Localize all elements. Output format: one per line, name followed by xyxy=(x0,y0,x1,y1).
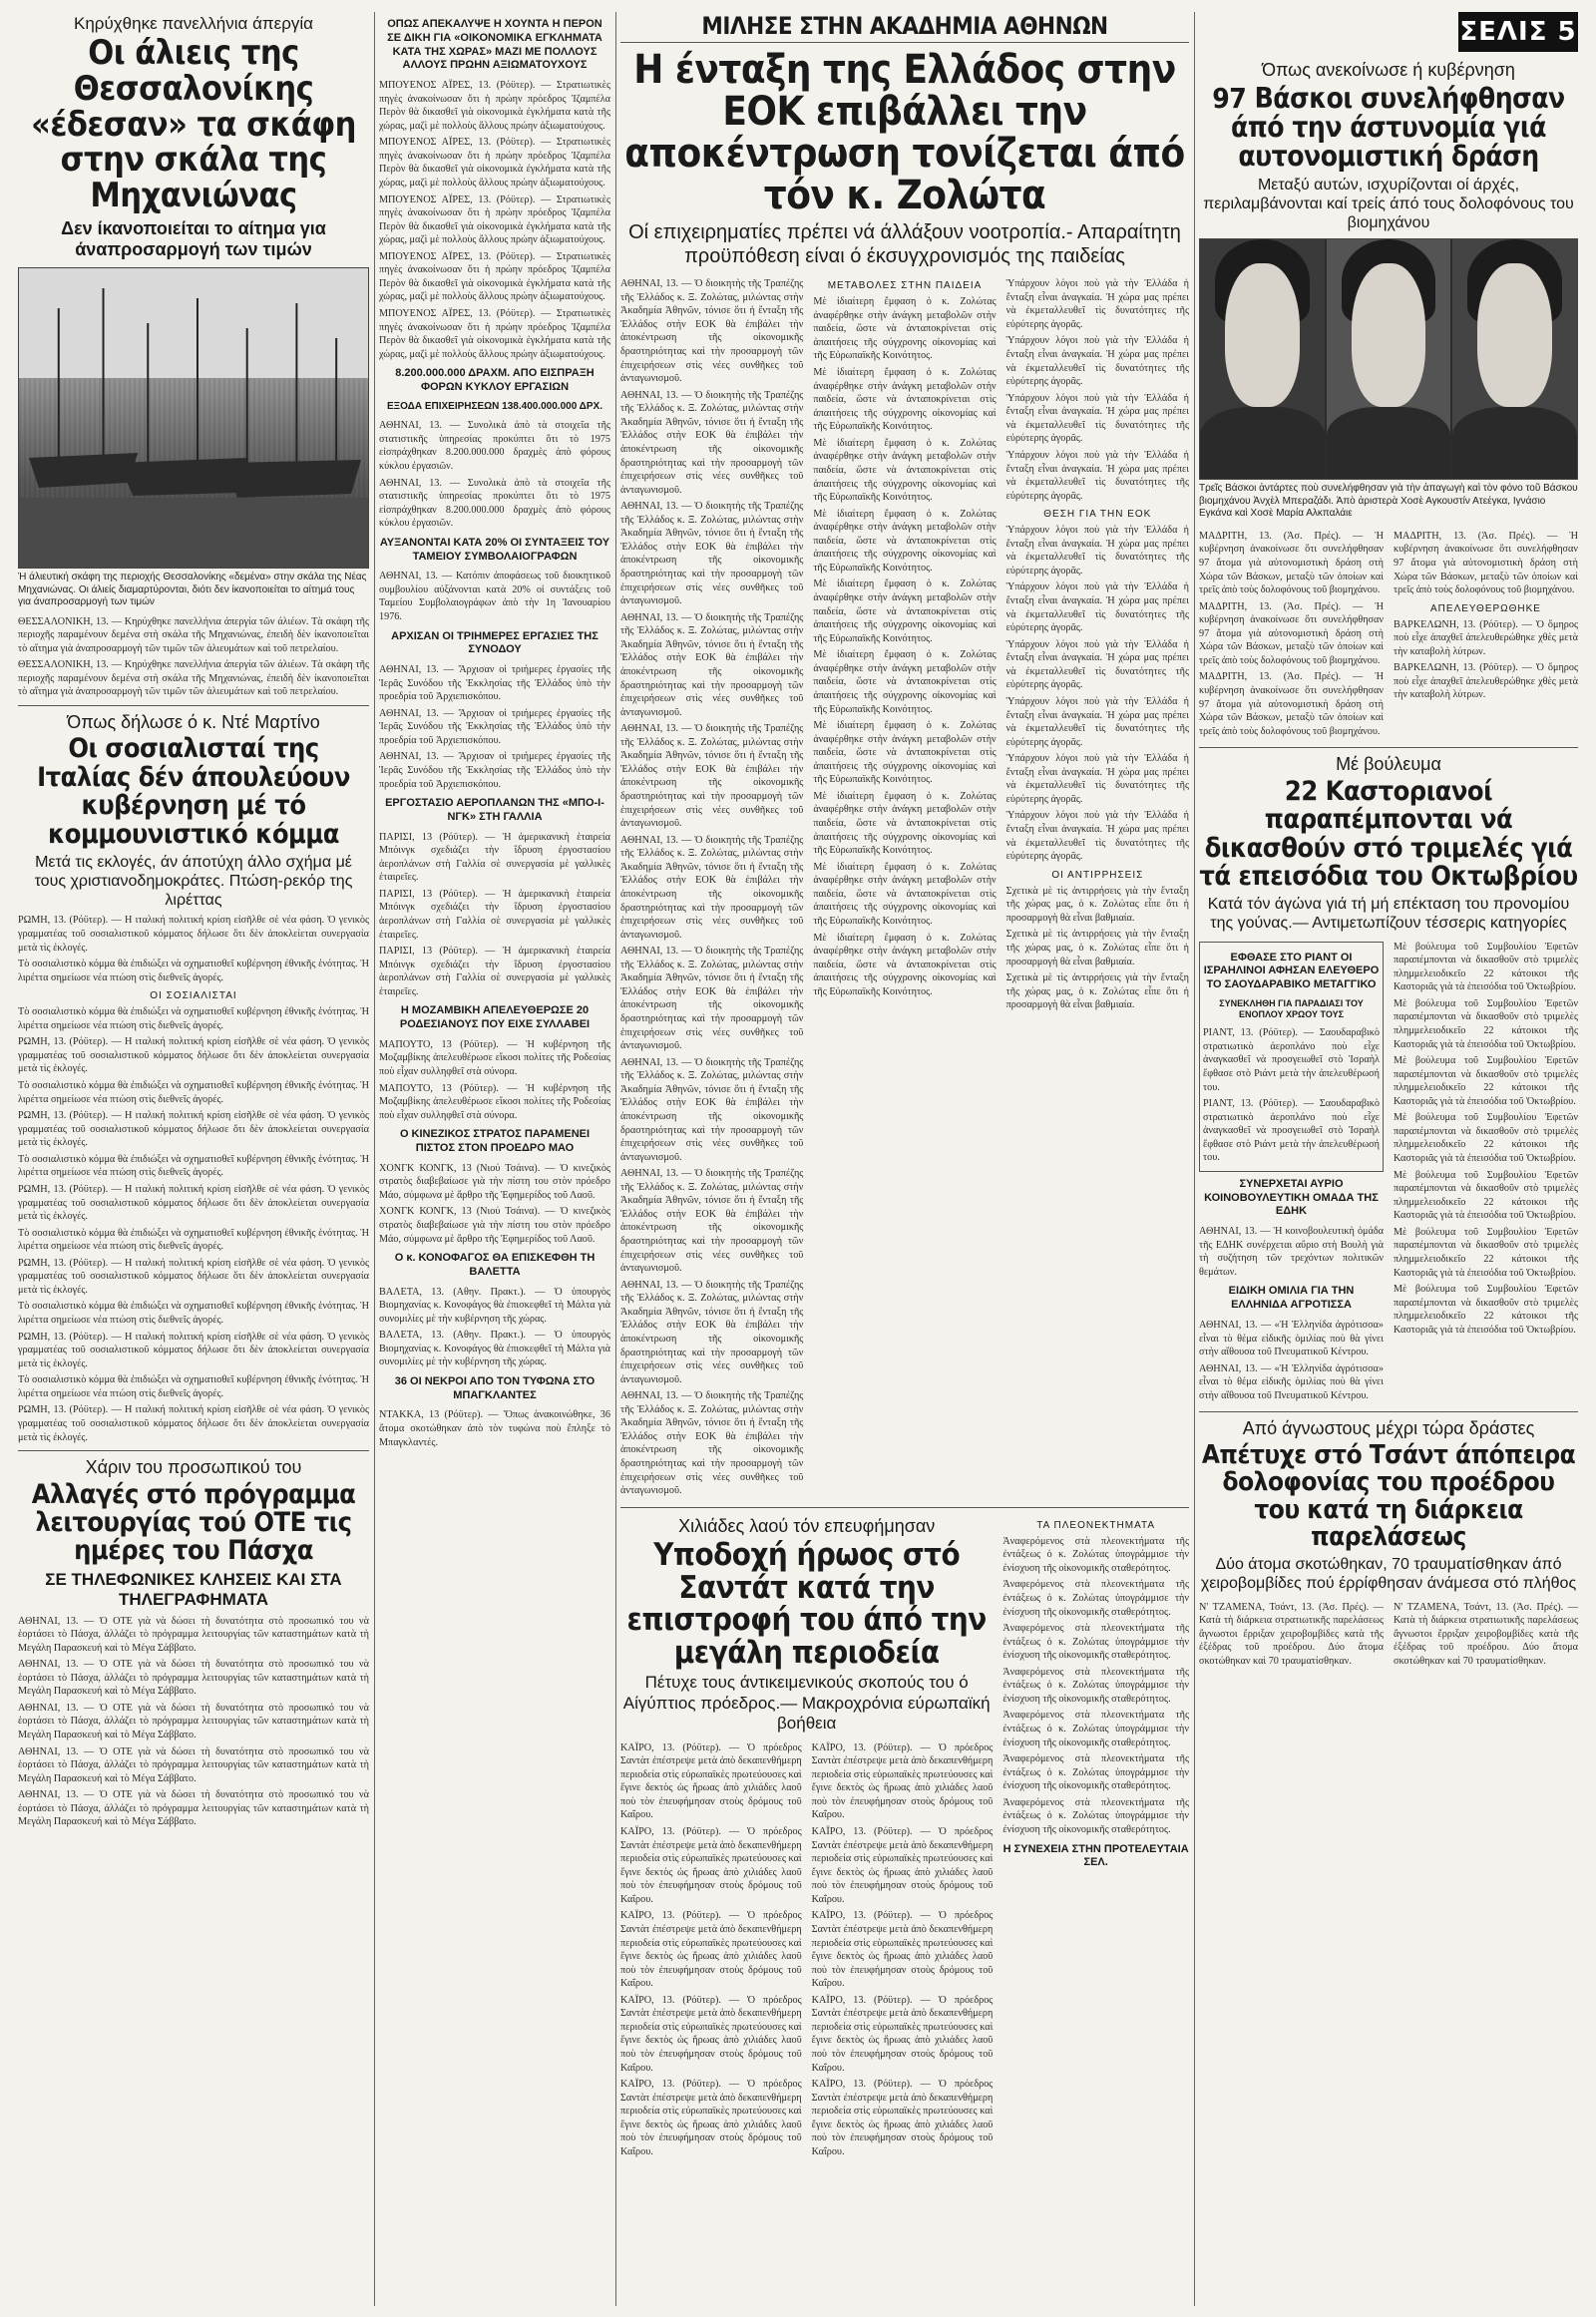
brief-body: ΑΘΗΝΑΙ, 13. — Συνολικὰ ἀπὸ τὰ στοιχεῖα τῆς στατιστικῆς ὑπηρεσίας προκύπτει ὅτι τὸ 1975 εἰσπράχθηκαν 8.200.000.000 δραχμὲς ἀπὸ φόρους κύκλου ἐργασιῶν. xyxy=(379,420,610,472)
text-column xyxy=(1199,1598,1384,1672)
article-body: ΒΑΡΚΕΛΩΝΗ, 13. (Ρόϋτερ). — Ὁ ὅμηρος ποὺ εἶχε ἀπαχθεῖ ἀπελευθερώθηκε χθὲς μετὰ τὴν καταβολὴ λύτρων. xyxy=(1394,618,1578,657)
article-body-filler: Μὲ ἰδιαίτερη ἔμφαση ὁ κ. Ζολώτας ἀναφέρθηκε στὴν ἀνάγκη μεταβολῶν στὴν παιδεία, ὥστε νὰ ἀνταποκρίνεται στὶς ἀπαιτήσεις τῆς σύγχρονης οἰκονομίας καὶ τῆς Εὐρωπαϊκῆς Κοινότητος. xyxy=(813,720,997,786)
column-3 xyxy=(620,12,1189,2306)
lower-section xyxy=(620,1514,1189,2162)
article-body-filler: Μὲ βούλευμα τοῦ Συμβουλίου Ἐφετῶν παραπέμπονται νὰ δικασθοῦν στὸ τριμελὲς πλημμελειοδικεῖο 22 κάτοικοι τῆς Καστοριᾶς γιὰ τὰ ἐπεισόδια τοῦ Ὀκτωβρίου. xyxy=(1394,1284,1578,1336)
article-columns xyxy=(620,274,1189,1501)
column-rule xyxy=(1194,12,1195,2306)
article-body-filler: Τὸ σοσιαλιστικὸ κόμμα θὰ ἐπιδιώξει νὰ σχηματισθεῖ κυβέρνηση ἐθνικῆς ἑνότητας. Ἡ λιρέττα σημείωσε νέα πτώση στὶς διεθνεῖς ἀγορές. xyxy=(18,1227,369,1253)
brief-body-filler: ΜΠΟΥΕΝΟΣ ΑΪΡΕΣ, 13. (Ρόϋτερ). — Στρατιωτικὲς πηγὲς ἀνακοίνωσαν ὅτι ἡ πρώην πρόεδρος Ἰζαμπέλα Περὸν θὰ δικασθεῖ γιὰ οἰκονομικὰ ἐγκλήματα κατὰ τῆς χώρας, μαζὶ μὲ πολλοὺς ἄλλους πρώην ἀξιωματούχους. xyxy=(379,250,610,303)
column-rule xyxy=(374,12,375,2306)
text-column xyxy=(1394,527,1578,741)
subhead: ΜΕΤΑΒΟΛΕΣ ΣΤΗΝ ΠΑΙΔΕΙΑ xyxy=(827,280,983,292)
brief-body: ΝΤΑΚΚΑ, 13 (Ρόϋτερ). — Ὅπως ἀνακοινώθηκε, 36 ἄτομα σκοτώθηκαν ἀπὸ τὸν τυφώνα ποὺ ἔπληξε τὸ Μπαγκλαντές. xyxy=(379,1409,610,1448)
article-body-filler: Μὲ ἰδιαίτερη ἔμφαση ὁ κ. Ζολώτας ἀναφέρθηκε στὴν ἀνάγκη μεταβολῶν στὴν παιδεία, ὥστε νὰ ἀνταποκρίνεται στὶς ἀπαιτήσεις τῆς σύγχρονης οἰκονομίας καὶ τῆς Εὐρωπαϊκῆς Κοινότητος. xyxy=(813,649,997,715)
article-body-filler: Σχετικὰ μὲ τὶς ἀντιρρήσεις γιὰ τὴν ἔνταξη τῆς χώρας μας, ὁ κ. Ζολώτας εἶπε ὅτι ἡ προσαρμογὴ θὰ εἶναι βαθμιαία. xyxy=(1005,972,1189,1011)
article-body: Ἀναφερόμενος στὰ πλεονεκτήματα τῆς ἐντάξεως ὁ κ. Ζολώτας ὑπογράμμισε τὴν ἐνίσχυση τῆς οἰκονομικῆς σταθερότητος. xyxy=(1002,1535,1189,1574)
brief-title: ΕΡΓΟΣΤΑΣΙΟ ΑΕΡΟΠΛΑΝΩΝ ΤΗΣ «ΜΠΟ-Ι-ΝΓΚ» ΣΤΗ ΓΑΛΛΙΑ xyxy=(385,797,604,823)
headline: 97 Βάσκοι συνελήφθησαν άπό την άστυνομία γιά αυτονομιστική δράση xyxy=(1212,81,1565,174)
article-body-filler: Ὑπάρχουν λόγοι ποὺ γιὰ τὴν Ἑλλάδα ἡ ἔνταξη εἶναι ἀναγκαία. Ἡ χώρα μας πρέπει νὰ ἐκμεταλλευθεῖ τὶς δυνατότητες τῆς εὐρύτερης ἀγορᾶς. xyxy=(1005,335,1189,388)
brief-synod xyxy=(379,630,610,792)
subhead: ΘΕΣΗ ΓΙΑ ΤΗΝ ΕΟΚ xyxy=(1043,509,1152,521)
kicker: Όπως δήλωσε ό κ. Ντέ Μαρτίνο xyxy=(67,711,320,732)
text-column xyxy=(1199,938,1384,1406)
text-column xyxy=(813,274,996,1501)
article-kastoria xyxy=(1199,754,1578,1405)
kicker: Χάριν του προσωπικού του xyxy=(85,1457,302,1478)
column-2 xyxy=(379,12,610,2306)
brief-boeing xyxy=(379,797,610,998)
deck: Δύο άτομα σκοτώθηκαν, 70 τραυματίσθηκαν άπό χειροβομβίδες πού έρρίφθησαν άνάμεσα στό πλήθος xyxy=(1200,1556,1577,1593)
column-4 xyxy=(1199,12,1578,2306)
brief-body-filler: ΒΑΛΕΤΑ, 13. (Αθην. Πρακτ.). — Ὁ ὑπουργὸς Βιομηχανίας κ. Κονοφάγος θὰ ἐπισκεφθεῖ τὴ Μάλτα γιὰ συνομιλίες μὲ τὴν κυβέρνηση τῆς χώρας. xyxy=(379,1330,610,1368)
brief-subtitle: ΕΞΟΔΑ ΕΠΙΧΕΙΡΗΣΕΩΝ 138.400.000.000 ΔΡΧ. xyxy=(387,400,602,412)
article-chad xyxy=(1199,1418,1578,1671)
article-body-filler: Τὸ σοσιαλιστικὸ κόμμα θὰ ἐπιδιώξει νὰ σχηματισθεῖ κυβέρνηση ἐθνικῆς ἑνότητας. Ἡ λιρέττα σημείωσε νέα πτώση στὶς διεθνεῖς ἀγορές. xyxy=(18,1301,369,1327)
photo-caption: Τρεῖς Βάσκοι ἀντάρτες ποὺ συνελήφθησαν γιὰ τὴν ἀπαγωγὴ καὶ τὸν φόνο τοῦ Βάσκου βιομηχάνου Ἀνχὲλ Μπεραζάδι. Ἀπὸ ἀριστερὰ Χοσὲ Αγκουστίν Ατεέγκα, Ιγνάσιο Εγκάνα καὶ Χοσὲ Μαρία Αλκπαλάιε xyxy=(1199,483,1578,520)
brief-body-filler: ΑΘΗΝΑΙ, 13. — Ἄρχισαν οἱ τριήμερες ἐργασίες τῆς Ἱερᾶς Συνόδου τῆς Ἐκκλησίας τῆς Ἑλλάδος ὑπὸ τὴν προεδρία τοῦ Ἀρχιεπισκόπου. xyxy=(379,751,610,790)
brief-body: ΠΑΡΙΣΙ, 13 (Ρόϋτερ). — Ἡ ἀμερικανικὴ ἑταιρεία Μπόινγκ σχεδιάζει τὴν ἵδρυση ἐργοστασίου ἀεροπλάνων στὴ Γαλλία σὲ συνεργασία μὲ γαλλικὲς ἑταιρεῖες. xyxy=(379,831,610,884)
article-body-filler: ΑΘΗΝΑΙ, 13. — Ὁ διοικητὴς τῆς Τραπέζης τῆς Ἑλλάδος κ. Ξ. Ζολώτας, μιλώντας στὴν Ἀκαδημία Ἀθηνῶν, τόνισε ὅτι ἡ ἔνταξη τῆς Ἑλλάδος στὴν ΕΟΚ θὰ ἐπιβάλει τὴν ἀποκέντρωση τῆς οἰκονομικῆς δραστηριότητας καὶ τὴν προσαρμογὴ τῶν ἐπιχειρήσεων στὶς νέες συνθῆκες τοῦ ἀνταγωνισμοῦ. xyxy=(620,501,804,607)
deck: Μετά τις εκλογές, άν άποτύχη άλλο σχήμα μέ τους χριστιανοδημοκράτες. Πτώση-ρεκόρ της λιρέττας xyxy=(34,853,353,910)
article-body-filler: ΚΑΪΡΟ, 13. (Ρόϋτερ). — Ὁ πρόεδρος Σαντὰτ ἐπέστρεψε μετὰ ἀπὸ δεκαπενθήμερη περιοδεία στὶς εὐρωπαϊκὲς πρωτεύουσες καὶ ἔγινε δεκτὸς ὡς ἥρωας ἀπὸ χιλιάδες λαοῦ ποὺ τὸν ἐπευφήμησαν στοὺς δρόμους τοῦ Καΐρου. xyxy=(811,1741,994,1821)
brief-body-filler: ΧΟΝΓΚ ΚΟΝΓΚ, 13 (Νιού Τσάινα). — Ὁ κινεζικὸς στρατὸς διαβεβαίωσε γιὰ τὴν πίστη του στὸν πρόεδρο Μάο, σύμφωνα μὲ ἄρθρο τῆς Ἐφημερίδος τοῦ Λαοῦ. xyxy=(379,1206,610,1245)
article-ote xyxy=(18,1457,369,1829)
suspect-portrait xyxy=(1327,239,1451,479)
article-zolotas xyxy=(620,14,1189,1501)
brief-body-filler: ΜΑΠΟΥΤΟ, 13 (Ρόϋτερ). — Ἡ κυβέρνηση τῆς Μοζαμβίκης ἀπελευθέρωσε εἴκοσι πολίτες τῆς Ροδεσίας ποὺ εἶχαν συλληφθεῖ στὰ σύνορα. xyxy=(379,1082,610,1121)
article-body-filler: Μὲ βούλευμα τοῦ Συμβουλίου Ἐφετῶν παραπέμπονται νὰ δικασθοῦν στὸ τριμελὲς πλημμελειοδικεῖο 22 κάτοικοι τῆς Καστοριᾶς γιὰ τὰ ἐπεισόδια τοῦ Ὀκτωβρίου. xyxy=(1394,1112,1578,1165)
article-body: ΑΘΗΝΑΙ, 13. — Ὁ διοικητὴς τῆς Τραπέζης τῆς Ἑλλάδος κ. Ξ. Ζολώτας, μιλώντας στὴν Ἀκαδημία Ἀθηνῶν, τόνισε ὅτι ἡ ἔνταξη τῆς Ἑλλάδος στὴν ΕΟΚ θὰ ἐπιβάλει τὴν ἀποκέντρωση τῆς οἰκονομικῆς δραστηριότητας καὶ τὴν προσαρμογὴ τῶν ἐπιχειρήσεων στὶς νέες συνθῆκες τοῦ ἀνταγωνισμοῦ. xyxy=(620,278,804,385)
article-body-filler: Μὲ ἰδιαίτερη ἔμφαση ὁ κ. Ζολώτας ἀναφέρθηκε στὴν ἀνάγκη μεταβολῶν στὴν παιδεία, ὥστε νὰ ἀνταποκρίνεται στὶς ἀπαιτήσεις τῆς σύγχρονης οἰκονομίας καὶ τῆς Εὐρωπαϊκῆς Κοινότητος. xyxy=(813,861,997,927)
article-body-filler: Ὑπάρχουν λόγοι ποὺ γιὰ τὴν Ἑλλάδα ἡ ἔνταξη εἶναι ἀναγκαία. Ἡ χώρα μας πρέπει νὰ ἐκμεταλλευθεῖ τὶς δυνατότητες τῆς εὐρύτερης ἀγορᾶς. xyxy=(1005,638,1189,691)
article-sadat xyxy=(620,1514,993,2162)
article-body-filler: Ὑπάρχουν λόγοι ποὺ γιὰ τὴν Ἑλλάδα ἡ ἔνταξη εἶναι ἀναγκαία. Ἡ χώρα μας πρέπει νὰ ἐκμεταλλευθεῖ τὶς δυνατότητες τῆς εὐρύτερης ἀγορᾶς. xyxy=(1005,449,1189,502)
article-body-filler: ΜΑΔΡΙΤΗ, 13. (Ἀσ. Πρές). — Ἡ κυβέρνηση ἀνακοίνωσε ὅτι συνελήφθησαν 97 ἄτομα γιὰ αὐτονομιστικὴ δράση στὴ Χώρα τῶν Βάσκων, μεταξὺ τῶν ὁποίων καὶ τρεῖς ἀπὸ τοὺς δολοφόνους τοῦ βιομηχάνου. xyxy=(1199,600,1384,666)
text-column xyxy=(620,1738,802,2162)
article-body: Σχετικὰ μὲ τὶς ἀντιρρήσεις γιὰ τὴν ἔνταξη τῆς χώρας μας, ὁ κ. Ζολώτας εἶπε ὅτι ἡ προσαρμογὴ θὰ εἶναι βαθμιαία. xyxy=(1005,885,1189,924)
column-rule xyxy=(615,12,616,2306)
article-body-filler: ΘΕΣΣΑΛΟΝΙΚΗ, 13. — Κηρύχθηκε πανελλήνια άπεργία τῶν άλιέων. Τὰ σκάφη τῆς περιοχῆς παραμένουν δεμένα στὴ σκάλα τῆς Μηχανιώνας, ἐπειδὴ δὲν ίκανοποιεῖται τὸ αἴτημα γιὰ ἀναπροσαρμογὴ τῶν τιμῶν τῶν ἀλιευμάτων καὶ τοῦ πετρελαίου. xyxy=(18,659,369,698)
brief-body-filler: ΑΘΗΝΑΙ, 13. — «Ἡ Ἑλληνίδα ἀγρότισσα» εἶναι τὸ θέμα εἰδικῆς ὁμιλίας ποὺ θὰ γίνει στὴν αἴθουσα τοῦ Πνευματικοῦ Κέντρου. xyxy=(1199,1362,1384,1401)
deck: Οί επιχειρηματίες πρέπει νά άλλάξουν νοοτροπία.- Απαραίτητη προϋπόθεση είναι ό έκσυγχρονισμός της παιδείας xyxy=(628,221,1181,268)
article-body-filler: Ὑπάρχουν λόγοι ποὺ γιὰ τὴν Ἑλλάδα ἡ ἔνταξη εἶναι ἀναγκαία. Ἡ χώρα μας πρέπει νὰ ἐκμεταλλευθεῖ τὶς δυνατότητες τῆς εὐρύτερης ἀγορᾶς. xyxy=(1005,753,1189,805)
brief-title: ΕΦΘΑΣΕ ΣΤΟ ΡΙΑΝΤ ΟΙ ΙΣΡΑΗΛΙΝΟΙ ΑΦΗΣΑΝ ΕΛΕΥΘΕΡΟ ΤΟ ΣΑΟΥΔΑΡΑΒΙΚΟ ΜΕΤΑΓΓΙΚΟ xyxy=(1203,951,1380,991)
article-fishermen xyxy=(18,14,369,699)
continuation-note: Η ΣΥΝΕΧΕΙΑ ΣΤΗΝ ΠΡΟΤΕΛΕΥΤΑΙΑ ΣΕΛ. xyxy=(1002,1842,1189,1869)
page-number-logo: ΣΕΛΙΣ 5 xyxy=(1458,12,1578,52)
article-body-filler: Μὲ ἰδιαίτερη ἔμφαση ὁ κ. Ζολώτας ἀναφέρθηκε στὴν ἀνάγκη μεταβολῶν στὴν παιδεία, ὥστε νὰ ἀνταποκρίνεται στὶς ἀπαιτήσεις τῆς σύγχρονης οἰκονομίας καὶ τῆς Εὐρωπαϊκῆς Κοινότητος. xyxy=(813,579,997,644)
article-body: Μὲ βούλευμα τοῦ Συμβουλίου Ἐφετῶν παραπέμπονται νὰ δικασθοῦν στὸ τριμελὲς πλημμελειοδικεῖο 22 κάτοικοι τῆς Καστοριᾶς γιὰ τὰ ἐπεισόδια τοῦ Ὀκτωβρίου. xyxy=(1394,941,1578,993)
brief-body: ΑΘΗΝΑΙ, 13. — Ἡ κοινοβουλευτικὴ ὁμάδα τῆς ΕΔΗΚ συνέρχεται αὔριο στὴ Βουλὴ γιὰ τὴ συζήτηση τῶν τρεχόντων πολιτικῶν θεμάτων. xyxy=(1199,1226,1384,1278)
article-body: Ν' ΤΖΑΜΕΝΑ, Τσάντ, 13. (Ἀσ. Πρές). — Κατὰ τὴ διάρκεια στρατιωτικῆς παρελάσεως ἄγνωστοι ἔρριξαν χειροβομβίδες κατὰ τῆς ἐξέδρας τοῦ προέδρου. Δύο ἄτομα σκοτώθηκαν καὶ 70 τραυματίσθηκαν. xyxy=(1199,1601,1384,1667)
article-body: Ὑπάρχουν λόγοι ποὺ γιὰ τὴν Ἑλλάδα ἡ ἔνταξη εἶναι ἀναγκαία. Ἡ χώρα μας πρέπει νὰ ἐκμεταλλευθεῖ τὶς δυνατότητες τῆς εὐρύτερης ἀγορᾶς. xyxy=(1005,278,1189,330)
brief-body: ΜΠΟΥΕΝΟΣ ΑΪΡΕΣ, 13. (Ρόϋτερ). — Στρατιωτικὲς πηγὲς ἀνακοίνωσαν ὅτι ἡ πρώην πρόεδρος Ἰζαμπέλα Περὸν θὰ δικασθεῖ γιὰ οἰκονομικὰ ἐγκλήματα κατὰ τῆς χώρας, μαζὶ μὲ πολλοὺς ἄλλους πρώην ἀξιωματούχους. xyxy=(379,80,610,132)
article-body-filler: ΑΘΗΝΑΙ, 13. — Ὁ ΟΤΕ γιὰ νὰ δώσει τὴ δυνατότητα στὸ προσωπικό του νὰ ἑορτάσει τὸ Πάσχα, ἀλλάζει τὸ πρόγραμμα λειτουργίας τῶν καταστημάτων κατὰ τὴ Μεγάλη Παρασκευή καὶ τὸ Μέγα Σάββατο. xyxy=(18,1702,369,1741)
article-body-filler: ΡΩΜΗ, 13. (Ρόϋτερ). — Η ιταλική πολιτική κρίση εἰσῆλθε σὲ νέα φάση. Ὁ γενικὸς γραμματέας τοῦ σοσιαλιστικοῦ κόμματος δήλωσε ὅτι δὲν ἀποκλείεται συνεργασία μετὰ τὶς ἐκλογές. xyxy=(18,1404,369,1443)
headline: Η ένταξη της Ελλάδος στην ΕΟΚ επιβάλλει την αποκέντρωση τονίζεται άπό τόν κ. Ζολώτα xyxy=(624,47,1185,219)
article-body-filler: Μὲ βούλευμα τοῦ Συμβουλίου Ἐφετῶν παραπέμπονται νὰ δικασθοῦν στὸ τριμελὲς πλημμελειοδικεῖο 22 κάτοικοι τῆς Καστοριᾶς γιὰ τὰ ἐπεισόδια τοῦ Ὀκτωβρίου. xyxy=(1394,1226,1578,1279)
brief-title: 8.200.000.000 ΔΡΑΧΜ. ΑΠΟ ΕΙΣΠΡΑΞΗ ΦΟΡΩΝ ΚΥΚΛΟΥ ΕΡΓΑΣΙΩΝ xyxy=(395,367,595,393)
article-body-filler: ΑΘΗΝΑΙ, 13. — Ὁ ΟΤΕ γιὰ νὰ δώσει τὴ δυνατότητα στὸ προσωπικό του νὰ ἑορτάσει τὸ Πάσχα, ἀλλάζει τὸ πρόγραμμα λειτουργίας τῶν καταστημάτων κατὰ τὴ Μεγάλη Παρασκευή καὶ τὸ Μέγα Σάββατο. xyxy=(18,1789,369,1828)
article-body-filler: ΜΑΔΡΙΤΗ, 13. (Ἀσ. Πρές). — Ἡ κυβέρνηση ἀνακοίνωσε ὅτι συνελήφθησαν 97 ἄτομα γιὰ αὐτονομιστικὴ δράση στὴ Χώρα τῶν Βάσκων, μεταξὺ τῶν ὁποίων καὶ τρεῖς ἀπὸ τοὺς δολοφόνους τοῦ βιομηχάνου. xyxy=(1394,530,1578,596)
article-columns xyxy=(1199,1598,1578,1672)
article-body: ΡΩΜΗ, 13. (Ρόϋτερ). — Η ιταλική πολιτική κρίση εἰσῆλθε σὲ νέα φάση. Ὁ γενικὸς γραμματέας τοῦ σοσιαλιστικοῦ κόμματος δήλωσε ὅτι δὲν ἀποκλείεται συνεργασία μετὰ τὶς ἐκλογές. xyxy=(18,915,369,954)
article-body-filler: Μὲ ἰδιαίτερη ἔμφαση ὁ κ. Ζολώτας ἀναφέρθηκε στὴν ἀνάγκη μεταβολῶν στὴν παιδεία, ὥστε νὰ ἀνταποκρίνεται στὶς ἀπαιτήσεις τῆς σύγχρονης οἰκονομίας καὶ τῆς Εὐρωπαϊκῆς Κοινότητος. xyxy=(813,508,997,574)
headline: Υποδοχή ήρωος στό Σαντάτ κατά την επιστροφή του άπό την μεγάλη περιοδεία xyxy=(626,1537,987,1671)
brief-title: Ο ΚΙΝΕΖΙΚΟΣ ΣΤΡΑΤΟΣ ΠΑΡΑΜΕΝΕΙ ΠΙΣΤΟΣ ΣΤΟΝ ΠΡΟΕΔΡΟ ΜΑΟ xyxy=(399,1128,591,1154)
zolotas-continued xyxy=(1002,1514,1189,2162)
newspaper-page xyxy=(18,12,1578,2306)
article-body-filler: ΑΘΗΝΑΙ, 13. — Ὁ ΟΤΕ γιὰ νὰ δώσει τὴ δυνατότητα στὸ προσωπικό του νὰ ἑορτάσει τὸ Πάσχα, ἀλλάζει τὸ πρόγραμμα λειτουργίας τῶν καταστημάτων κατὰ τὴ Μεγάλη Παρασκευή καὶ τὸ Μέγα Σάββατο. xyxy=(18,1745,369,1784)
article-body-filler: ΚΑΪΡΟ, 13. (Ρόϋτερ). — Ὁ πρόεδρος Σαντὰτ ἐπέστρεψε μετὰ ἀπὸ δεκαπενθήμερη περιοδεία στὶς εὐρωπαϊκὲς πρωτεύουσες καὶ ἔγινε δεκτὸς ὡς ἥρωας ἀπὸ χιλιάδες λαοῦ ποὺ τὸν ἐπευφήμησαν στοὺς δρόμους τοῦ Καΐρου. xyxy=(811,1994,994,2074)
brief-title: ΣΥΝΕΡΧΕΤΑΙ ΑΥΡΙΟ ΚΟΙΝΟΒΟΥΛΕΥΤΙΚΗ ΟΜΑΔΑ ΤΗΣ ΕΔΗΚ xyxy=(1204,1177,1379,1218)
article-body-filler: Μὲ βούλευμα τοῦ Συμβουλίου Ἐφετῶν παραπέμπονται νὰ δικασθοῦν στὸ τριμελὲς πλημμελειοδικεῖο 22 κάτοικοι τῆς Καστοριᾶς γιὰ τὰ ἐπεισόδια τοῦ Ὀκτωβρίου. xyxy=(1394,997,1578,1050)
headline: 22 Καστοριανοί παραπέμπονται νά δικασθούν στό τριμελές γιά τά επεισόδια του Οκτωβρίου xyxy=(1199,775,1578,892)
article-body-filler: Μὲ ἰδιαίτερη ἔμφαση ὁ κ. Ζολώτας ἀναφέρθηκε στὴν ἀνάγκη μεταβολῶν στὴν παιδεία, ὥστε νὰ ἀνταποκρίνεται στὶς ἀπαιτήσεις τῆς σύγχρονης οἰκονομίας καὶ τῆς Εὐρωπαϊκῆς Κοινότητος. xyxy=(813,437,997,504)
article-body-filler: ΒΑΡΚΕΛΩΝΗ, 13. (Ρόϋτερ). — Ὁ ὅμηρος ποὺ εἶχε ἀπαχθεῖ ἀπελευθερώθηκε χθὲς μετὰ τὴν καταβολὴ λύτρων. xyxy=(1394,662,1578,701)
text-column xyxy=(812,1738,994,2162)
brief-bangladesh xyxy=(379,1375,610,1449)
text-column xyxy=(1006,274,1189,1501)
article-body-filler: Ὑπάρχουν λόγοι ποὺ γιὰ τὴν Ἑλλάδα ἡ ἔνταξη εἶναι ἀναγκαία. Ἡ χώρα μας πρέπει νὰ ἐκμεταλλευθεῖ τὶς δυνατότητες τῆς εὐρύτερης ἀγορᾶς. xyxy=(1005,392,1189,445)
brief-title: ΑΥΞΑΝΟΝΤΑΙ ΚΑΤΑ 20% ΟΙ ΣΥΝΤΑΞΕΙΣ ΤΟΥ ΤΑΜΕΙΟΥ ΣΥΜΒΟΛΑΙΟΓΡΑΦΩΝ xyxy=(379,536,610,563)
harbor-photo xyxy=(18,267,369,569)
article-body-filler: Ἀναφερόμενος στὰ πλεονεκτήματα τῆς ἐντάξεως ὁ κ. Ζολώτας ὑπογράμμισε τὴν ἐνίσχυση τῆς οἰκονομικῆς σταθερότητος. xyxy=(1002,1666,1189,1705)
subhead: ΤΑ ΠΛΕΟΝΕΚΤΗΜΑΤΑ xyxy=(1036,1519,1156,1531)
article-body-filler: Μὲ βούλευμα τοῦ Συμβουλίου Ἐφετῶν παραπέμπονται νὰ δικασθοῦν στὸ τριμελὲς πλημμελειοδικεῖο 22 κάτοικοι τῆς Καστοριᾶς γιὰ τὰ ἐπεισόδια τοῦ Ὀκτωβρίου. xyxy=(1394,1055,1578,1107)
kicker: ΜΙΛΗΣΕ ΣΤΗΝ ΑΚΑΔΗΜΙΑ ΑΘΗΝΩΝ xyxy=(620,14,1189,43)
article-body-filler: Μὲ ἰδιαίτερη ἔμφαση ὁ κ. Ζολώτας ἀναφέρθηκε στὴν ἀνάγκη μεταβολῶν στὴν παιδεία, ὥστε νὰ ἀνταποκρίνεται στὶς ἀπαιτήσεις τῆς σύγχρονης οἰκονομίας καὶ τῆς Εὐρωπαϊκῆς Κοινότητος. xyxy=(813,932,997,997)
brief-title: 36 ΟΙ ΝΕΚΡΟΙ ΑΠΟ ΤΟΝ ΤΥΦΩΝΑ ΣΤΟ ΜΠΑΓΚΛΑΝΤΕΣ xyxy=(394,1374,596,1401)
article-body-filler: ΑΘΗΝΑΙ, 13. — Ὁ διοικητὴς τῆς Τραπέζης τῆς Ἑλλάδος κ. Ξ. Ζολώτας, μιλώντας στὴν Ἀκαδημία Ἀθηνῶν, τόνισε ὅτι ἡ ἔνταξη τῆς Ἑλλάδος στὴν ΕΟΚ θὰ ἐπιβάλει τὴν ἀποκέντρωση τῆς οἰκονομικῆς δραστηριότητας καὶ τὴν προσαρμογὴ τῶν ἐπιχειρήσεων στὶς νέες συνθῆκες τοῦ ἀνταγωνισμοῦ. xyxy=(620,946,804,1052)
article-body-filler: ΡΩΜΗ, 13. (Ρόϋτερ). — Η ιταλική πολιτική κρίση εἰσῆλθε σὲ νέα φάση. Ὁ γενικὸς γραμματέας τοῦ σοσιαλιστικοῦ κόμματος δήλωσε ὅτι δὲν ἀποκλείεται συνεργασία μετὰ τὶς ἐκλογές. xyxy=(18,1036,369,1075)
article-body: ΜΑΔΡΙΤΗ, 13. (Ἀσ. Πρές). — Ἡ κυβέρνηση ἀνακοίνωσε ὅτι συνελήφθησαν 97 ἄτομα γιὰ αὐτονομιστικὴ δράση στὴ Χώρα τῶν Βάσκων, μεταξὺ τῶν ὁποίων καὶ τρεῖς ἀπὸ τοὺς δολοφόνους τοῦ βιομηχάνου. xyxy=(1199,530,1384,596)
subhead: ΟΙ ΑΝΤΙΡΡΗΣΕΙΣ xyxy=(1051,869,1144,881)
brief-body: ΑΘΗΝΑΙ, 13. — «Ἡ Ἑλληνίδα ἀγρότισσα» εἶναι τὸ θέμα εἰδικῆς ὁμιλίας ποὺ θὰ γίνει στὴν αἴθουσα τοῦ Πνευματικοῦ Κέντρου. xyxy=(1199,1319,1384,1358)
article-columns xyxy=(620,1738,993,2162)
column-1 xyxy=(18,12,369,2306)
subhead: ΟΙ ΣΟΣΙΑΛΙΣΤΑΙ xyxy=(150,990,237,1002)
divider xyxy=(18,705,369,706)
article-body-filler: Σχετικὰ μὲ τὶς ἀντιρρήσεις γιὰ τὴν ἔνταξη τῆς χώρας μας, ὁ κ. Ζολώτας εἶπε ὅτι ἡ προσαρμογὴ θὰ εἶναι βαθμιαία. xyxy=(1005,929,1189,967)
suspect-portrait xyxy=(1452,239,1577,479)
article-body-filler: Ἀναφερόμενος στὰ πλεονεκτήματα τῆς ἐντάξεως ὁ κ. Ζολώτας ὑπογράμμισε τὴν ἐνίσχυση τῆς οἰκονομικῆς σταθερότητος. xyxy=(1002,1579,1189,1618)
article-body-filler: ΚΑΪΡΟ, 13. (Ρόϋτερ). — Ὁ πρόεδρος Σαντὰτ ἐπέστρεψε μετὰ ἀπὸ δεκαπενθήμερη περιοδεία στὶς εὐρωπαϊκὲς πρωτεύουσες καὶ ἔγινε δεκτὸς ὡς ἥρωας ἀπὸ χιλιάδες λαοῦ ποὺ τὸν ἐπευφήμησαν στοὺς δρόμους τοῦ Καΐρου. xyxy=(811,1910,994,1990)
brief-body-filler: ΠΑΡΙΣΙ, 13 (Ρόϋτερ). — Ἡ ἀμερικανικὴ ἑταιρεία Μπόινγκ σχεδιάζει τὴν ἵδρυση ἐργοστασίου ἀεροπλάνων στὴ Γαλλία σὲ συνεργασία μὲ γαλλικὲς ἑταιρεῖες. xyxy=(379,888,610,941)
article-body-filler: Τὸ σοσιαλιστικὸ κόμμα θὰ ἐπιδιώξει νὰ σχηματισθεῖ κυβέρνηση ἐθνικῆς ἑνότητας. Ἡ λιρέττα σημείωσε νέα πτώση στὶς διεθνεῖς ἀγορές. xyxy=(18,959,369,983)
brief-body-filler: ΑΘΗΝΑΙ, 13. — Ἄρχισαν οἱ τριήμερες ἐργασίες τῆς Ἱερᾶς Συνόδου τῆς Ἐκκλησίας τῆς Ἑλλάδος ὑπὸ τὴν προεδρία τοῦ Ἀρχιεπισκόπου. xyxy=(379,707,610,746)
brief-body: ΧΟΝΓΚ ΚΟΝΓΚ, 13 (Νιού Τσάινα). — Ὁ κινεζικὸς στρατὸς διαβεβαίωσε γιὰ τὴν πίστη του στὸν πρόεδρο Μάο, σύμφωνα μὲ ἄρθρο τῆς Ἐφημερίδος τοῦ Λαοῦ. xyxy=(379,1162,610,1201)
divider xyxy=(18,1450,369,1451)
article-body-filler: ΜΑΔΡΙΤΗ, 13. (Ἀσ. Πρές). — Ἡ κυβέρνηση ἀνακοίνωσε ὅτι συνελήφθησαν 97 ἄτομα γιὰ αὐτονομιστικὴ δράση στὴ Χώρα τῶν Βάσκων, μεταξὺ τῶν ὁποίων καὶ τρεῖς ἀπὸ τοὺς δολοφόνους τοῦ βιομηχάνου. xyxy=(1199,671,1384,737)
article-body: Μὲ ἰδιαίτερη ἔμφαση ὁ κ. Ζολώτας ἀναφέρθηκε στὴν ἀνάγκη μεταβολῶν στὴν παιδεία, ὥστε νὰ ἀνταποκρίνεται στὶς ἀπαιτήσεις τῆς σύγχρονης οἰκονομίας καὶ τῆς Εὐρωπαϊκῆς Κοινότητος. xyxy=(813,296,997,362)
article-body-filler: ΡΩΜΗ, 13. (Ρόϋτερ). — Η ιταλική πολιτική κρίση εἰσῆλθε σὲ νέα φάση. Ὁ γενικὸς γραμματέας τοῦ σοσιαλιστικοῦ κόμματος δήλωσε ὅτι δὲν ἀποκλείεται συνεργασία μετὰ τὶς ἐκλογές. xyxy=(18,1331,369,1369)
brief-body-filler: ΜΠΟΥΕΝΟΣ ΑΪΡΕΣ, 13. (Ρόϋτερ). — Στρατιωτικὲς πηγὲς ἀνακοίνωσαν ὅτι ἡ πρώην πρόεδρος Ἰζαμπέλα Περὸν θὰ δικασθεῖ γιὰ οἰκονομικὰ ἐγκλήματα κατὰ τῆς χώρας, μαζὶ μὲ πολλοὺς ἄλλους πρώην ἀξιωματούχους. xyxy=(379,308,610,360)
article-body-filler: ΑΘΗΝΑΙ, 13. — Ὁ διοικητὴς τῆς Τραπέζης τῆς Ἑλλάδος κ. Ξ. Ζολώτας, μιλώντας στὴν Ἀκαδημία Ἀθηνῶν, τόνισε ὅτι ἡ ἔνταξη τῆς Ἑλλάδος στὴν ΕΟΚ θὰ ἐπιβάλει τὴν ἀποκέντρωση τῆς οἰκονομικῆς δραστηριότητας καὶ τὴν προσαρμογὴ τῶν ἐπιχειρήσεων στὶς νέες συνθῆκες τοῦ ἀνταγωνισμοῦ. xyxy=(620,723,804,830)
divider xyxy=(620,1507,1189,1508)
brief-title: Η ΜΟΖΑΜΒΙΚΗ ΑΠΕΛΕΥΘΕΡΩΣΕ 20 ΡΟΔΕΣΙΑΝΟΥΣ ΠΟΥ ΕΙΧΕ ΣΥΛΛΑΒΕΙ xyxy=(399,1004,591,1031)
article-body-filler: Ὑπάρχουν λόγοι ποὺ γιὰ τὴν Ἑλλάδα ἡ ἔνταξη εἶναι ἀναγκαία. Ἡ χώρα μας πρέπει νὰ ἐκμεταλλευθεῖ τὶς δυνατότητες τῆς εὐρύτερης ἀγορᾶς. xyxy=(1005,581,1189,634)
brief-taxes xyxy=(379,367,610,531)
deck: Κατά τόν άγώνα γιά τή μή επέκταση του προνομίου της γούνας.— Αντιμετωπίζουν τέσσερις κατηγορίες xyxy=(1207,896,1570,933)
brief-title: ΟΠΩΣ ΑΠΕΚΑΛΥΨΕ Η ΧΟΥΝΤΑ Η ΠΕΡΟΝ ΣΕ ΔΙΚΗ ΓΙΑ «ΟΙΚΟΝΟΜΙΚΑ ΕΓΚΛΗΜΑΤΑ ΚΑΤΑ ΤΗΣ ΧΩΡΑΣ» ΜΑΖΙ ΜΕ ΠΟΛΛΟΥΣ ΑΛΛΟΥΣ ΠΡΩΗΝ ΑΞΙΩΜΑΤΟΥΧΟΥΣ xyxy=(387,18,602,72)
article-body-filler: ΚΑΪΡΟ, 13. (Ρόϋτερ). — Ὁ πρόεδρος Σαντὰτ ἐπέστρεψε μετὰ ἀπὸ δεκαπενθήμερη περιοδεία στὶς εὐρωπαϊκὲς πρωτεύουσες καὶ ἔγινε δεκτὸς ὡς ἥρωας ἀπὸ χιλιάδες λαοῦ ποὺ τὸν ἐπευφήμησαν στοὺς δρόμους τοῦ Καΐρου. xyxy=(620,1826,802,1905)
photo-caption: Ή άλιευτική σκάφη της περιοχής Θεσσαλονίκης «δεμένα» στην σκάλα της Νέας Μηχανιώνας. Οι άλιείς διαμαρτύρονται, διότι δεν ίκανοποιείται το αίτημά τους για άναπροσαρμογή των τιμών xyxy=(18,572,367,608)
kicker: Μέ βούλευμα xyxy=(1336,754,1441,775)
article-body-filler: ΑΘΗΝΑΙ, 13. — Ὁ διοικητὴς τῆς Τραπέζης τῆς Ἑλλάδος κ. Ξ. Ζολώτας, μιλώντας στὴν Ἀκαδημία Ἀθηνῶν, τόνισε ὅτι ἡ ἔνταξη τῆς Ἑλλάδος στὴν ΕΟΚ θὰ ἐπιβάλει τὴν ἀποκέντρωση τῆς οἰκονομικῆς δραστηριότητας καὶ τὴν προσαρμογὴ τῶν ἐπιχειρήσεων στὶς νέες συνθῆκες τοῦ ἀνταγωνισμοῦ. xyxy=(620,1056,804,1163)
brief-body-filler: ΠΑΡΙΣΙ, 13 (Ρόϋτερ). — Ἡ ἀμερικανικὴ ἑταιρεία Μπόινγκ σχεδιάζει τὴν ἵδρυση ἐργοστασίου ἀεροπλάνων στὴ Γαλλία σὲ συνεργασία μὲ γαλλικὲς ἑταιρεῖες. xyxy=(379,946,610,997)
brief-mozambique xyxy=(379,1004,610,1122)
brief-title: ΑΡΧΙΣΑΝ ΟΙ ΤΡΙΗΜΕΡΕΣ ΕΡΓΑΣΙΕΣ ΤΗΣ ΣΥΝΟΔΟΥ xyxy=(391,629,598,656)
article-columns xyxy=(1199,938,1578,1406)
article-body-filler: ΑΘΗΝΑΙ, 13. — Ὁ διοικητὴς τῆς Τραπέζης τῆς Ἑλλάδος κ. Ξ. Ζολώτας, μιλώντας στὴν Ἀκαδημία Ἀθηνῶν, τόνισε ὅτι ἡ ἔνταξη τῆς Ἑλλάδος στὴν ΕΟΚ θὰ ἐπιβάλει τὴν ἀποκέντρωση τῆς οἰκονομικῆς δραστηριότητας καὶ τὴν προσαρμογὴ τῶν ἐπιχειρήσεων στὶς νέες συνθῆκες τοῦ ἀνταγωνισμοῦ. xyxy=(620,1390,804,1497)
kicker: Χιλιάδες λαού τόν επευφήμησαν xyxy=(678,1515,936,1536)
article-body-filler: ΑΘΗΝΑΙ, 13. — Ὁ ΟΤΕ γιὰ νὰ δώσει τὴ δυνατότητα στὸ προσωπικό του νὰ ἑορτάσει τὸ Πάσχα, ἀλλάζει τὸ πρόγραμμα λειτουργίας τῶν καταστημάτων κατὰ τὴ Μεγάλη Παρασκευή καὶ τὸ Μέγα Σάββατο. xyxy=(18,1659,369,1698)
brief-body: ΒΑΛΕΤΑ, 13. (Αθην. Πρακτ.). — Ὁ ὑπουργὸς Βιομηχανίας κ. Κονοφάγος θὰ ἐπισκεφθεῖ τὴ Μάλτα γιὰ συνομιλίες μὲ τὴν κυβέρνηση τῆς χώρας. xyxy=(379,1286,610,1325)
suspect-portrait xyxy=(1200,239,1325,479)
article-body-filler: Ν' ΤΖΑΜΕΝΑ, Τσάντ, 13. (Ἀσ. Πρές). — Κατὰ τὴ διάρκεια στρατιωτικῆς παρελάσεως ἄγνωστοι ἔρριξαν χειροβομβίδες κατὰ τῆς ἐξέδρας τοῦ προέδρου. Δύο ἄτομα σκοτώθηκαν καὶ 70 τραυματίσθηκαν. xyxy=(1394,1601,1578,1667)
article-body: ΚΑΪΡΟ, 13. (Ρόϋτερ). — Ὁ πρόεδρος Σαντὰτ ἐπέστρεψε μετὰ ἀπὸ δεκαπενθήμερη περιοδεία στὶς εὐρωπαϊκὲς πρωτεύουσες καὶ ἔγινε δεκτὸς ὡς ἥρωας ἀπὸ χιλιάδες λαοῦ ποὺ τὸν ἐπευφήμησαν στοὺς δρόμους τοῦ Καΐρου. xyxy=(620,1741,802,1821)
text-column xyxy=(620,274,803,1501)
brief-title: ΕΙΔΙΚΗ ΟΜΙΛΙΑ ΓΙΑ ΤΗΝ ΕΛΛΗΝΙΔΑ ΑΓΡΟΤΙΣΣΑ xyxy=(1228,1285,1355,1312)
suspects-photo xyxy=(1199,238,1578,480)
article-body-filler: Ὑπάρχουν λόγοι ποὺ γιὰ τὴν Ἑλλάδα ἡ ἔνταξη εἶναι ἀναγκαία. Ἡ χώρα μας πρέπει νὰ ἐκμεταλλευθεῖ τὶς δυνατότητες τῆς εὐρύτερης ἀγορᾶς. xyxy=(1005,810,1189,863)
kicker: Από άγνωστους μέχρι τώρα δράστες xyxy=(1242,1418,1535,1439)
text-column xyxy=(1394,1598,1578,1672)
article-body: Τὸ σοσιαλιστικὸ κόμμα θὰ ἐπιδιώξει νὰ σχηματισθεῖ κυβέρνηση ἐθνικῆς ἑνότητας. Ἡ λιρέττα σημείωσε νέα πτώση στὶς διεθνεῖς ἀγορές. xyxy=(18,1006,369,1031)
article-body-filler: Μὲ βούλευμα τοῦ Συμβουλίου Ἐφετῶν παραπέμπονται νὰ δικασθοῦν στὸ τριμελὲς πλημμελειοδικεῖο 22 κάτοικοι τῆς Καστοριᾶς γιὰ τὰ ἐπεισόδια τοῦ Ὀκτωβρίου. xyxy=(1394,1169,1578,1222)
divider xyxy=(1199,747,1578,748)
divider xyxy=(1199,1411,1578,1412)
article-body-filler: ΚΑΪΡΟ, 13. (Ρόϋτερ). — Ὁ πρόεδρος Σαντὰτ ἐπέστρεψε μετὰ ἀπὸ δεκαπενθήμερη περιοδεία στὶς εὐρωπαϊκὲς πρωτεύουσες καὶ ἔγινε δεκτὸς ὡς ἥρωας ἀπὸ χιλιάδες λαοῦ ποὺ τὸν ἐπευφήμησαν στοὺς δρόμους τοῦ Καΐρου. xyxy=(811,1826,994,1905)
article-body-filler: ΚΑΪΡΟ, 13. (Ρόϋτερ). — Ὁ πρόεδρος Σαντὰτ ἐπέστρεψε μετὰ ἀπὸ δεκαπενθήμερη περιοδεία στὶς εὐρωπαϊκὲς πρωτεύουσες καὶ ἔγινε δεκτὸς ὡς ἥρωας ἀπὸ χιλιάδες λαοῦ ποὺ τὸν ἐπευφήμησαν στοὺς δρόμους τοῦ Καΐρου. xyxy=(620,2079,802,2157)
brief-body-filler: ΡΙΑΝΤ, 13. (Ρόϋτερ). — Σαουδαραβικὸ στρατιωτικὸ ἀεροπλάνο ποὺ εἶχε ἀναγκασθεῖ νὰ προσγειωθεῖ στὸ Ἰσραὴλ ἔφθασε στὸ Ριάντ μετὰ τὴν ἀπελευθέρωσή του. xyxy=(1203,1098,1380,1164)
article-body: ΘΕΣΣΑΛΟΝΙΚΗ, 13. — Κηρύχθηκε πανελλήνια άπεργία τῶν άλιέων. Τὰ σκάφη τῆς περιοχῆς παραμένουν δεμένα στὴ σκάλα τῆς Μηχανιώνας, ἐπειδὴ δὲν ίκανοποιεῖται τὸ αἴτημα γιὰ ἀναπροσαρμογὴ τῶν τιμῶν τῶν ἀλιευμάτων καὶ τοῦ πετρελαίου. xyxy=(18,615,369,654)
headline: Απέτυχε στό Τσάντ άπόπειρα δολοφονίας του προέδρου του κατά τη διάρκεια παρελάσεως xyxy=(1201,1439,1576,1552)
brief-peron xyxy=(379,18,610,361)
brief-pensions xyxy=(379,537,610,624)
kicker: Όπως ανεκοίνωσε ή κυβέρνηση xyxy=(1262,60,1515,80)
text-column xyxy=(1199,527,1384,741)
deck: Πέτυχε τους άντικειμενικούς σκοπούς του ό Αίγύπτιος πρόεδρος.— Μακροχρόνια εύρωπαϊκή βοήθεια xyxy=(622,1673,991,1734)
article-body-filler: ΑΘΗΝΑΙ, 13. — Ὁ διοικητὴς τῆς Τραπέζης τῆς Ἑλλάδος κ. Ξ. Ζολώτας, μιλώντας στὴν Ἀκαδημία Ἀθηνῶν, τόνισε ὅτι ἡ ἔνταξη τῆς Ἑλλάδος στὴν ΕΟΚ θὰ ἐπιβάλει τὴν ἀποκέντρωση τῆς οἰκονομικῆς δραστηριότητας καὶ τὴν προσαρμογὴ τῶν ἐπιχειρήσεων στὶς νέες συνθῆκες τοῦ ἀνταγωνισμοῦ. xyxy=(620,611,804,718)
article-body-filler: ΚΑΪΡΟ, 13. (Ρόϋτερ). — Ὁ πρόεδρος Σαντὰτ ἐπέστρεψε μετὰ ἀπὸ δεκαπενθήμερη περιοδεία στὶς εὐρωπαϊκὲς πρωτεύουσες καὶ ἔγινε δεκτὸς ὡς ἥρωας ἀπὸ χιλιάδες λαοῦ ποὺ τὸν ἐπευφήμησαν στοὺς δρόμους τοῦ Καΐρου. xyxy=(620,1994,802,2074)
brief-konofagos xyxy=(379,1252,610,1369)
article-body-filler: Ἀναφερόμενος στὰ πλεονεκτήματα τῆς ἐντάξεως ὁ κ. Ζολώτας ὑπογράμμισε τὴν ἐνίσχυση τῆς οἰκονομικῆς σταθερότητος. xyxy=(1002,1623,1189,1662)
brief-body-filler: ΜΠΟΥΕΝΟΣ ΑΪΡΕΣ, 13. (Ρόϋτερ). — Στρατιωτικὲς πηγὲς ἀνακοίνωσαν ὅτι ἡ πρώην πρόεδρος Ἰζαμπέλα Περὸν θὰ δικασθεῖ γιὰ οἰκονομικὰ ἐγκλήματα κατὰ τῆς χώρας, μαζὶ μὲ πολλοὺς ἄλλους πρώην ἀξιωματούχους. xyxy=(379,193,610,246)
brief-body: ΑΘΗΝΑΙ, 13. — Ἄρχισαν οἱ τριήμερες ἐργασίες τῆς Ἱερᾶς Συνόδου τῆς Ἐκκλησίας τῆς Ἑλλάδος ὑπὸ τὴν προεδρία τοῦ Ἀρχιεπισκόπου. xyxy=(379,664,610,703)
subhead: ΑΠΕΛΕΥΘΕΡΩΘΗΚΕ xyxy=(1430,602,1541,614)
brief-body: ΜΑΠΟΥΤΟ, 13 (Ρόϋτερ). — Ἡ κυβέρνηση τῆς Μοζαμβίκης ἀπελευθέρωσε εἴκοσι πολίτες τῆς Ροδεσίας ποὺ εἶχαν συλληφθεῖ στὰ σύνορα. xyxy=(379,1038,610,1077)
article-body-filler: ΑΘΗΝΑΙ, 13. — Ὁ διοικητὴς τῆς Τραπέζης τῆς Ἑλλάδος κ. Ξ. Ζολώτας, μιλώντας στὴν Ἀκαδημία Ἀθηνῶν, τόνισε ὅτι ἡ ἔνταξη τῆς Ἑλλάδος στὴν ΕΟΚ θὰ ἐπιβάλει τὴν ἀποκέντρωση τῆς οἰκονομικῆς δραστηριότητας καὶ τὴν προσαρμογὴ τῶν ἐπιχειρήσεων στὶς νέες συνθῆκες τοῦ ἀνταγωνισμοῦ. xyxy=(620,834,804,941)
article-body-filler: Μὲ ἰδιαίτερη ἔμφαση ὁ κ. Ζολώτας ἀναφέρθηκε στὴν ἀνάγκη μεταβολῶν στὴν παιδεία, ὥστε νὰ ἀνταποκρίνεται στὶς ἀπαιτήσεις τῆς σύγχρονης οἰκονομίας καὶ τῆς Εὐρωπαϊκῆς Κοινότητος. xyxy=(813,367,997,433)
headline: Οι άλιεις της Θεσσαλονίκης «έδεσαν» τα σκάφη στην σκάλα της Μηχανιώνας xyxy=(31,33,356,216)
headline: Αλλαγές στό πρόγραμμα λειτουργίας τού ΟΤΕ τις ημέρες του Πάσχα xyxy=(31,1478,356,1567)
article-body-filler: Ἀναφερόμενος στὰ πλεονεκτήματα τῆς ἐντάξεως ὁ κ. Ζολώτας ὑπογράμμισε τὴν ἐνίσχυση τῆς οἰκονομικῆς σταθερότητος. xyxy=(1002,1753,1189,1792)
brief-body-filler: ΜΠΟΥΕΝΟΣ ΑΪΡΕΣ, 13. (Ρόϋτερ). — Στρατιωτικὲς πηγὲς ἀνακοίνωσαν ὅτι ἡ πρώην πρόεδρος Ἰζαμπέλα Περὸν θὰ δικασθεῖ γιὰ οἰκονομικὰ ἐγκλήματα κατὰ τῆς χώρας, μαζὶ μὲ πολλοὺς ἄλλους πρώην ἀξιωματούχους. xyxy=(379,137,610,189)
article-body-filler: ΑΘΗΝΑΙ, 13. — Ὁ διοικητὴς τῆς Τραπέζης τῆς Ἑλλάδος κ. Ξ. Ζολώτας, μιλώντας στὴν Ἀκαδημία Ἀθηνῶν, τόνισε ὅτι ἡ ἔνταξη τῆς Ἑλλάδος στὴν ΕΟΚ θὰ ἐπιβάλει τὴν ἀποκέντρωση τῆς οἰκονομικῆς δραστηριότητας καὶ τὴν προσαρμογὴ τῶν ἐπιχειρήσεων στὶς νέες συνθῆκες τοῦ ἀνταγωνισμοῦ. xyxy=(620,1279,804,1385)
article-columns xyxy=(1199,527,1578,741)
article-body-filler: ΑΘΗΝΑΙ, 13. — Ὁ διοικητὴς τῆς Τραπέζης τῆς Ἑλλάδος κ. Ξ. Ζολώτας, μιλώντας στὴν Ἀκαδημία Ἀθηνῶν, τόνισε ὅτι ἡ ἔνταξη τῆς Ἑλλάδος στὴν ΕΟΚ θὰ ἐπιβάλει τὴν ἀποκέντρωση τῆς οἰκονομικῆς δραστηριότητας καὶ τὴν προσαρμογὴ τῶν ἐπιχειρήσεων στὶς νέες συνθῆκες τοῦ ἀνταγωνισμοῦ. xyxy=(620,1168,804,1275)
article-body-filler: Τὸ σοσιαλιστικὸ κόμμα θὰ ἐπιδιώξει νὰ σχηματισθεῖ κυβέρνηση ἐθνικῆς ἑνότητας. Ἡ λιρέττα σημείωσε νέα πτώση στὶς διεθνεῖς ἀγορές. xyxy=(18,1374,369,1399)
deck: ΣΕ ΤΗΛΕΦΩΝΙΚΕΣ ΚΛΗΣΕΙΣ ΚΑΙ ΣΤΑ ΤΗΛΕΓΡΑΦΗΜΑΤΑ xyxy=(45,1569,342,1610)
brief-body-filler: ΑΘΗΝΑΙ, 13. — Συνολικὰ ἀπὸ τὰ στοιχεῖα τῆς στατιστικῆς ὑπηρεσίας προκύπτει ὅτι τὸ 1975 εἰσπράχθηκαν 8.200.000.000 δραχμὲς ἀπὸ φόρους κύκλου ἐργασιῶν. xyxy=(379,477,610,530)
article-body-filler: Ὑπάρχουν λόγοι ποὺ γιὰ τὴν Ἑλλάδα ἡ ἔνταξη εἶναι ἀναγκαία. Ἡ χώρα μας πρέπει νὰ ἐκμεταλλευθεῖ τὶς δυνατότητες τῆς εὐρύτερης ἀγορᾶς. xyxy=(1005,525,1189,577)
kicker: Κηρύχθηκε πανελλήνια άπεργία xyxy=(74,14,313,33)
article-body-filler: Ἀναφερόμενος στὰ πλεονεκτήματα τῆς ἐντάξεως ὁ κ. Ζολώτας ὑπογράμμισε τὴν ἐνίσχυση τῆς οἰκονομικῆς σταθερότητος. xyxy=(1002,1796,1189,1835)
article-body-filler: ΡΩΜΗ, 13. (Ρόϋτερ). — Η ιταλική πολιτική κρίση εἰσῆλθε σὲ νέα φάση. Ὁ γενικὸς γραμματέας τοῦ σοσιαλιστικοῦ κόμματος δήλωσε ὅτι δὲν ἀποκλείεται συνεργασία μετὰ τὶς ἐκλογές. xyxy=(18,1183,369,1223)
brief-china xyxy=(379,1128,610,1246)
article-body-filler: Τὸ σοσιαλιστικὸ κόμμα θὰ ἐπιδιώξει νὰ σχηματισθεῖ κυβέρνηση ἐθνικῆς ἑνότητας. Ἡ λιρέττα σημείωσε νέα πτώση στὶς διεθνεῖς ἀγορές. xyxy=(18,1153,369,1179)
article-body-filler: ΑΘΗΝΑΙ, 13. — Ὁ διοικητὴς τῆς Τραπέζης τῆς Ἑλλάδος κ. Ξ. Ζολώτας, μιλώντας στὴν Ἀκαδημία Ἀθηνῶν, τόνισε ὅτι ἡ ἔνταξη τῆς Ἑλλάδος στὴν ΕΟΚ θὰ ἐπιβάλει τὴν ἀποκέντρωση τῆς οἰκονομικῆς δραστηριότητας καὶ τὴν προσαρμογὴ τῶν ἐπιχειρήσεων στὶς νέες συνθῆκες τοῦ ἀνταγωνισμοῦ. xyxy=(620,389,804,496)
brief-body: ΡΙΑΝΤ, 13. (Ρόϋτερ). — Σαουδαραβικὸ στρατιωτικὸ ἀεροπλάνο ποὺ εἶχε ἀναγκασθεῖ νὰ προσγειωθεῖ στὸ Ἰσραὴλ ἔφθασε στὸ Ριάντ μετὰ τὴν ἀπελευθέρωσή του. xyxy=(1203,1027,1380,1093)
brief-title: Ο κ. ΚΟΝΟΦΑΓΟΣ ΘΑ ΕΠΙΣΚΕΦΘΗ ΤΗ ΒΑΛΕΤΤΑ xyxy=(394,1252,596,1278)
article-body-filler: ΡΩΜΗ, 13. (Ρόϋτερ). — Η ιταλική πολιτική κρίση εἰσῆλθε σὲ νέα φάση. Ὁ γενικὸς γραμματέας τοῦ σοσιαλιστικοῦ κόμματος δήλωσε ὅτι δὲν ἀποκλείεται συνεργασία μετὰ τὶς ἐκλογές. xyxy=(18,1257,369,1296)
sidebar-box-riyadh xyxy=(1199,942,1384,1172)
text-column xyxy=(1394,938,1578,1406)
article-italy-socialists xyxy=(18,712,369,1444)
headline: Οι σοσιαλισταί της Ιταλίας δέν άπουλεύουν κυβέρνηση μέ τό κομμουνιστικό κόμμα xyxy=(37,733,350,850)
article-basques xyxy=(1199,12,1578,741)
article-body: ΑΘΗΝΑΙ, 13. — Ὁ ΟΤΕ γιὰ νὰ δώσει τὴ δυνατότητα στὸ προσωπικό του νὰ ἑορτάσει τὸ Πάσχα, ἀλλάζει τὸ πρόγραμμα λειτουργίας τῶν καταστημάτων κατὰ τὴ Μεγάλη Παρασκευή καὶ τὸ Μέγα Σάββατο. xyxy=(18,1615,369,1654)
deck: Δεν ίκανοποιείται το αίτημα για άναπροσαρμογή των τιμών xyxy=(61,217,326,260)
brief-body: ΑΘΗΝΑΙ, 13. — Κατόπιν ἀποφάσεως τοῦ διοικητικοῦ συμβουλίου αὐξάνονται κατὰ 20% οἱ συντάξεις τοῦ Ταμείου Συμβολαιογράφων ἀπὸ τὴν 1η Ἰανουαρίου 1976. xyxy=(379,571,610,622)
article-body-filler: Μὲ ἰδιαίτερη ἔμφαση ὁ κ. Ζολώτας ἀναφέρθηκε στὴν ἀνάγκη μεταβολῶν στὴν παιδεία, ὥστε νὰ ἀνταποκρίνεται στὶς ἀπαιτήσεις τῆς σύγχρονης οἰκονομίας καὶ τῆς Εὐρωπαϊκῆς Κοινότητος. xyxy=(813,790,997,857)
article-body-filler: ΡΩΜΗ, 13. (Ρόϋτερ). — Η ιταλική πολιτική κρίση εἰσῆλθε σὲ νέα φάση. Ὁ γενικὸς γραμματέας τοῦ σοσιαλιστικοῦ κόμματος δήλωσε ὅτι δὲν ἀποκλείεται συνεργασία μετὰ τὶς ἐκλογές. xyxy=(18,1110,369,1149)
article-body-filler: Ἀναφερόμενος στὰ πλεονεκτήματα τῆς ἐντάξεως ὁ κ. Ζολώτας ὑπογράμμισε τὴν ἐνίσχυση τῆς οἰκονομικῆς σταθερότητος. xyxy=(1002,1710,1189,1748)
deck: Μεταξύ αυτών, ισχυρίζονται οί άρχές, περιλαμβάνονται καί τρείς άπό τους δολοφόνους του βιομηχάνου xyxy=(1203,176,1574,232)
article-body-filler: Ὑπάρχουν λόγοι ποὺ γιὰ τὴν Ἑλλάδα ἡ ἔνταξη εἶναι ἀναγκαία. Ἡ χώρα μας πρέπει νὰ ἐκμεταλλευθεῖ τὶς δυνατότητες τῆς εὐρύτερης ἀγορᾶς. xyxy=(1005,695,1189,748)
article-body-filler: ΚΑΪΡΟ, 13. (Ρόϋτερ). — Ὁ πρόεδρος Σαντὰτ ἐπέστρεψε μετὰ ἀπὸ δεκαπενθήμερη περιοδεία στὶς εὐρωπαϊκὲς πρωτεύουσες καὶ ἔγινε δεκτὸς ὡς ἥρωας ἀπὸ χιλιάδες λαοῦ ποὺ τὸν ἐπευφήμησαν στοὺς δρόμους τοῦ Καΐρου. xyxy=(620,1910,802,1990)
brief-subtitle: ΣΥΝΕΚΛΗΘΗ ΓΙΑ ΠΑΡΑΔΙΑΣΙ ΤΟΥ ΕΝΟΠΛΟΥ ΧΡΩΟΥ ΤΟΥΣ xyxy=(1219,997,1364,1020)
article-body-filler: Τὸ σοσιαλιστικὸ κόμμα θὰ ἐπιδιώξει νὰ σχηματισθεῖ κυβέρνηση ἐθνικῆς ἑνότητας. Ἡ λιρέττα σημείωσε νέα πτώση στὶς διεθνεῖς ἀγορές. xyxy=(18,1080,369,1105)
article-body-filler: ΚΑΪΡΟ, 13. (Ρόϋτερ). — Ὁ πρόεδρος Σαντὰτ ἐπέστρεψε μετὰ ἀπὸ δεκαπενθήμερη περιοδεία στὶς εὐρωπαϊκὲς πρωτεύουσες καὶ ἔγινε δεκτὸς ὡς ἥρωας ἀπὸ χιλιάδες λαοῦ ποὺ τὸν ἐπευφήμησαν στοὺς δρόμους τοῦ Καΐρου. xyxy=(811,2079,994,2157)
